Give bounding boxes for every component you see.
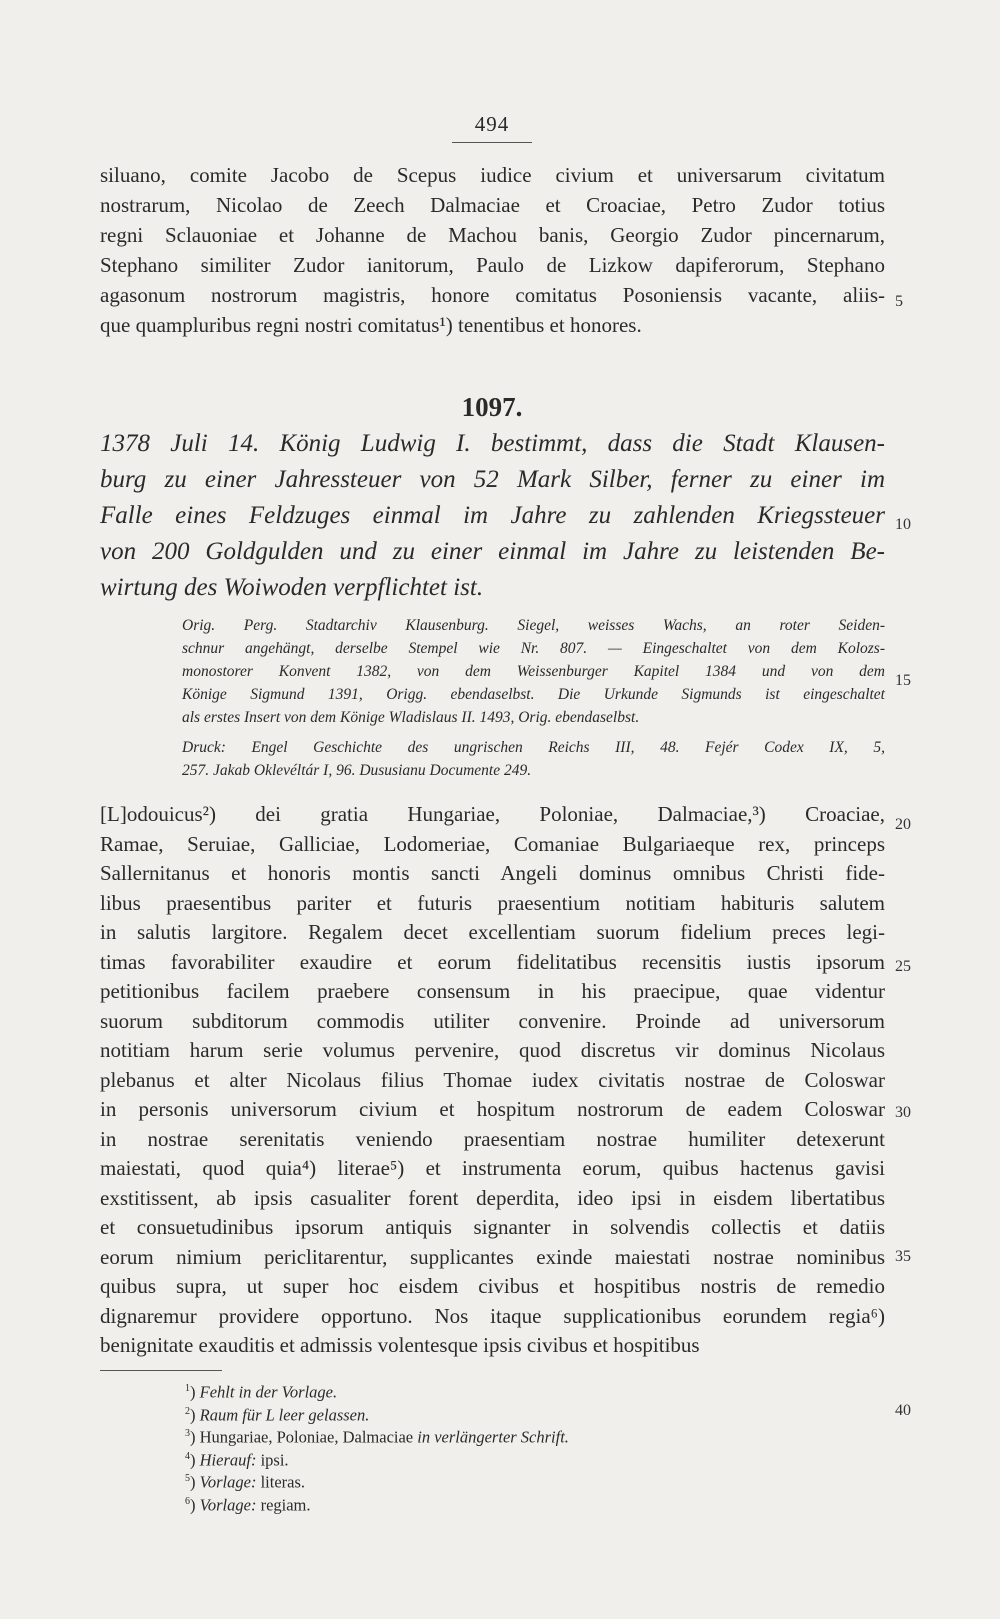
charter-line: in nostrae serenitatis veniendo praesentiam nostrae humiliter detexerunt <box>100 1126 885 1151</box>
charter-line: in salutis largitore. Regalem decet excellentiam suorum fidelium preces legi- <box>100 920 885 944</box>
regest-line: 1378 Juli 14. König Ludwig I. bestimmt, dass die Stadt Klausen- <box>100 430 885 457</box>
intro-line: agasonum nostrorum magistris, honore comitatus Posoniensis vacante, aliis- <box>100 283 885 307</box>
regest-line: wirtung des Woiwoden verpflichtet ist. <box>100 574 484 601</box>
document-number: 1097. <box>461 392 523 422</box>
footnote-italic: in verlängerter Schrift. <box>417 1427 569 1447</box>
charter-line: maiestati, quod quia⁴) literae⁵) et instrumenta eorum, quibus hactenus gavisi <box>100 1156 885 1180</box>
charter-line: in personis universorum civium et hospitum nostrorum de eadem Coloswar <box>100 1097 885 1121</box>
regest-line: Falle eines Feldzuges einmal im Jahre zu zahlenden Kriegssteuer <box>100 502 885 529</box>
charter-line: petitionibus facilem praebere consensum in his praecipue, quae videntur <box>100 979 885 1003</box>
footnote-rule <box>100 1370 222 1371</box>
charter-line: suorum subditorum commodis utiliter convenire. Proinde ad universorum <box>100 1008 885 1033</box>
line-number: 5 <box>895 293 903 310</box>
charter-line: et consuetudinibus ipsorum antiquis signanter in solvendis collectis et datiis <box>100 1215 885 1239</box>
footnote-italic: Vorlage: <box>199 1495 257 1514</box>
footnote-italic: Raum für L leer gelassen. <box>199 1405 370 1424</box>
footnote-mark: 1 <box>185 1383 190 1394</box>
line-number: 10 <box>895 516 911 533</box>
footnote: $^6$) Vorlage: regiam. <box>185 1495 311 1514</box>
line-number: 35 <box>895 1248 911 1265</box>
footnote-mark: 5 <box>185 1473 190 1484</box>
regest-line: von 200 Goldgulden und zu einer einmal im Jahre zu leistenden Be- <box>100 538 885 565</box>
charter-line: timas favorabiliter exaudire et eorum fidelitatibus recensitis iustis ipsorum <box>100 949 885 974</box>
footnotes <box>185 1378 745 1513</box>
charter-text <box>100 800 885 1361</box>
intro-line: que quampluribus regni nostri comitatus¹) tenentibus et honores. <box>100 313 642 337</box>
charter-line: dignaremur providere opportuno. Nos itaque supplicationibus eorundem regia⁶) <box>100 1303 885 1328</box>
footnote-text: literas. <box>256 1472 306 1492</box>
charter-line: exstitissent, ab ipsis casualiter forent deperdita, ideo ipsi in eisdem libertatibus <box>100 1185 885 1210</box>
footnote: $^5$) Vorlage: literas. <box>185 1472 306 1492</box>
intro-line: Stephano similiter Zudor ianitorum, Paulo de Lizkow dapiferorum, Stephano <box>100 253 885 277</box>
line-number: 20 <box>895 816 911 833</box>
page-number: 494 <box>474 112 510 136</box>
charter-line: [L]odouicus²) dei gratia Hungariae, Poloniae, Dalmaciae,³) Croaciae, <box>100 802 885 826</box>
intro-line: regni Sclauoniae et Johanne de Machou banis, Georgio Zudor pincernarum, <box>100 223 885 247</box>
intro-line: nostrarum, Nicolao de Zeech Dalmaciae et Croaciae, Petro Zudor totius <box>100 193 885 217</box>
charter-line: Sallernitanus et honoris montis sancti Angeli dominus omnibus Christi fide- <box>100 861 885 885</box>
footnote: $^1$) Fehlt in der Vorlage. <box>185 1382 338 1402</box>
footnote-mark: 4 <box>185 1450 190 1462</box>
regest-paragraph <box>100 426 885 606</box>
charter-line: eorum nimium periclitarentur, supplicantes exinde maiestati nostrae nominibus <box>100 1244 885 1269</box>
footnote-mark: 2 <box>185 1405 190 1417</box>
footnote-italic: Fehlt in der Vorlage. <box>199 1382 338 1402</box>
charter-line: benignitate exauditis et admissis volentesque ipsis civibus et hospitibus <box>100 1333 700 1357</box>
footnote-text: regiam. <box>256 1495 311 1514</box>
note-line: Könige Sigmund 1391, Origg. ebendaselbst. Die Urkunde Sigmunds ist eingeschaltet <box>182 686 885 703</box>
charter-line: Ramae, Seruiae, Galliciae, Lodomeriae, Comaniae Bulgariaeque rex, princeps <box>100 831 885 856</box>
print-line: Druck: Engel Geschichte des ungrischen Reichs III, 48. Fejér Codex IX, 5, <box>182 739 885 756</box>
print-notes <box>182 736 885 782</box>
note-line: Orig. Perg. Stadtarchiv Klausenburg. Siegel, weisses Wachs, an roter Seiden- <box>182 617 885 634</box>
footnote-text: Hungariae, Poloniae, Dalmaciae <box>199 1427 418 1447</box>
footnote-mark: 3 <box>185 1428 190 1439</box>
line-number: 40 <box>895 1402 911 1419</box>
header-rule <box>452 142 532 143</box>
note-line: schnur angehängt, derselbe Stempel wie Nr. 807. — Eingeschaltet von dem Kolozs- <box>182 640 885 657</box>
footnote: $^3$) Hungariae, Poloniae, Dalmaciae in verlängerter Schrift. <box>185 1427 569 1447</box>
footnote-text: ipsi. <box>256 1450 289 1469</box>
print-line: 257. Jakab Oklevéltár I, 96. Dususianu Documente 249. <box>182 762 532 779</box>
footnote-italic: Hierauf: <box>199 1450 257 1469</box>
regest-line: burg zu einer Jahressteuer von 52 Mark Silber, ferner zu einer im <box>100 466 885 493</box>
footnote: $^2$) Raum für L leer gelassen. <box>185 1405 370 1424</box>
line-number: 25 <box>895 958 911 975</box>
footnote: $^4$) Hierauf: ipsi. <box>185 1450 289 1469</box>
line-number: 15 <box>895 672 911 689</box>
note-line: monostorer Konvent 1382, von dem Weissenburger Kapitel 1384 und von dem <box>182 663 885 680</box>
footnote-italic: Vorlage: <box>199 1472 257 1492</box>
charter-line: plebanus et alter Nicolaus filius Thomae iudex civitatis nostrae de Coloswar <box>100 1067 885 1092</box>
charter-line: notitiam harum serie volumus pervenire, quod discretus vir dominus Nicolaus <box>100 1038 885 1062</box>
note-line: als erstes Insert von dem Könige Wladislaus II. 1493, Orig. ebendaselbst. <box>182 709 640 726</box>
line-number: 30 <box>895 1104 911 1121</box>
charter-line: libus praesentibus pariter et futuris praesentium notitiam habituris salutem <box>100 890 885 915</box>
footnote-mark: 6 <box>185 1495 190 1507</box>
source-notes <box>182 614 885 729</box>
charter-line: quibus supra, ut super hoc eisdem civibus et hospitibus nostris de remedio <box>100 1274 885 1298</box>
intro-line: siluano, comite Jacobo de Scepus iudice civium et universarum civitatum <box>100 163 885 187</box>
intro-paragraph <box>100 160 885 340</box>
